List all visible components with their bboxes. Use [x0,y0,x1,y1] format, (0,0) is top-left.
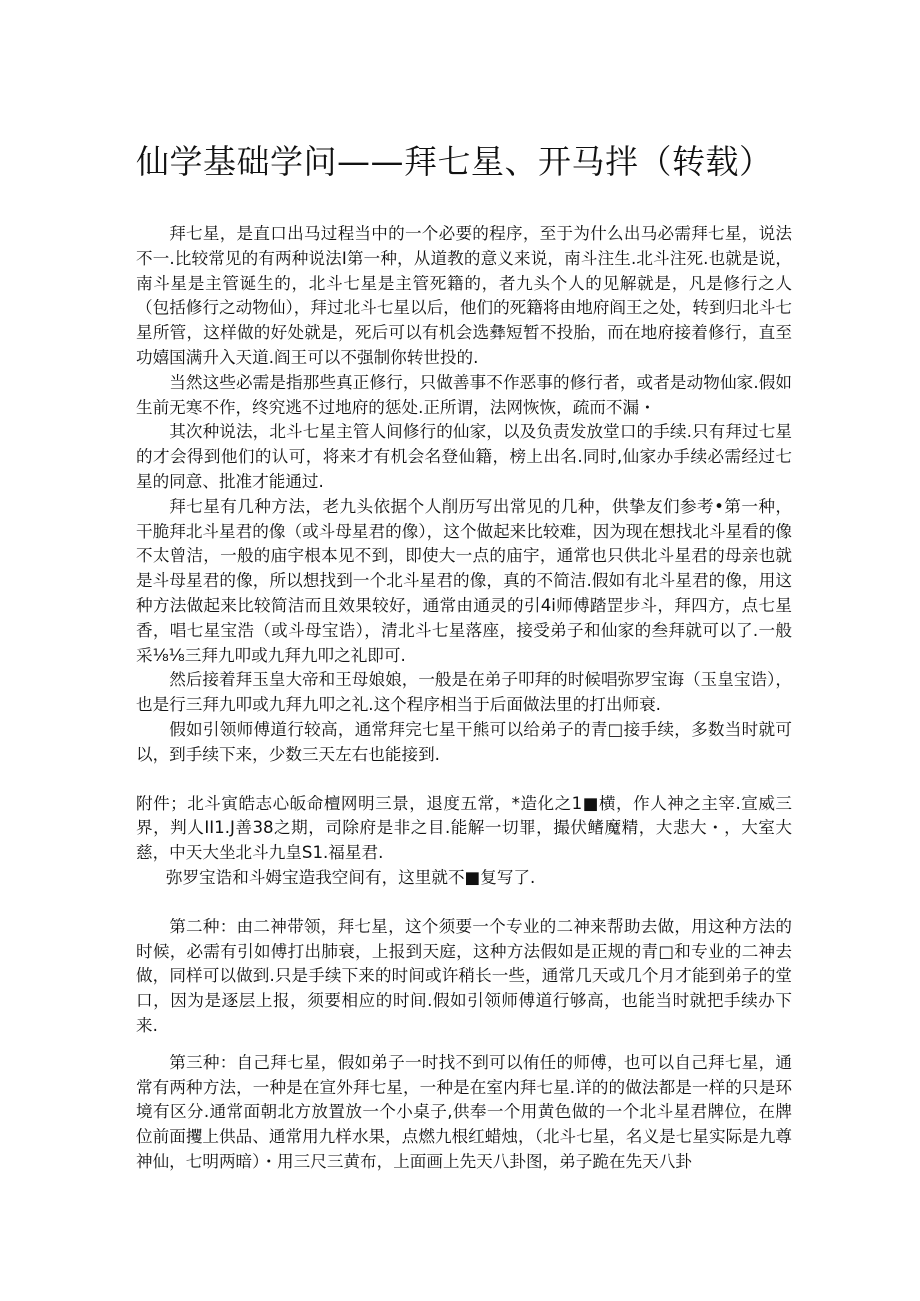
paragraph-jade-emperor: 然后接着拜玉皇大帝和王母娘娘，一般是在弟子叩拜的时候唱弥罗宝诲（玉皇宝诰），也是行三拜九叩或九拜九叩之礼.这个程序相当于后面做法里的打出师衰. [136,670,792,715]
paragraph-true-cultivators: 当然这些必需是指那些真正修行，只做善事不作恶事的修行者，或者是动物仙家.假如生前无寒不作，终究逃不过地府的惩处.正所谓，法网恢恢，疏而不漏・ [136,372,792,417]
paragraph-appendix-note: 弥罗宝诰和斗姆宝造我空间有，这里就不■复写了. [165,867,536,887]
document-title: 仙学基础学问——拜七星、开马拌（转载） [136,142,773,181]
paragraph-method-two: 第二种：由二神带领，拜七星，这个须要一个专业的二神来帮助去做，用这种方法的时候，必需有引如傅打出肺衰，上报到天庭，这种方法假如是正规的青□和专业的二神去做，同样可以做到.只是手续下来的时间或许稍长一些，通常几天或几个月才能到弟子的堂口，因为是逐层上报，须要相应的时间.假如引领师傅道行够高，也能当时就把手续办下来. [136,916,792,1035]
paragraph-intro: 拜七星，是直口出马过程当中的一个必要的程序，至于为什么出马必需拜七星，说法不一.比较常见的有两种说法I第一种，从道教的意义来说，南斗注生.北斗注死.也就是说，南斗星是主管诞生的，北斗七星是主管死籍的，者九头个人的见解就是，凡是修行之人（包括修行之动物仙），拜过北斗七星以后，他们的死籍将由地府阎王之处，转到归北斗七星所管，这样做的好处就是，死后可以有机会选彝短暂不投胎，而在地府接着修行，直至功嬉国满升入天道.阎王可以不强制你转世投的. [136,224,792,367]
paragraph-appendix: 附件；北斗寅皓志心皈命檀网明三景，退度五常，*造化之1■横，作人神之主宰.宣威三界，判人II1.J善38之期，司除府是非之目.能解一切罪，撮伏鳍魔精，大悲大・，大室大慈，中天大坐北斗九皇S1.福星君. [136,793,792,863]
paragraph-second-explanation: 其次种说法，北斗七星主管人间修行的仙家，以及负责发放堂口的手续.只有拜过七星的才会得到他们的认可，将来才有机会名登仙籍，榜上出名.同时,仙家办手续必需经过七星的同意、批准才能通过. [136,422,792,491]
paragraph-procedure-note: 假如引领师傅道行较高，通常拜完七星干熊可以给弟子的青□接手续，多数当时就可以，到手续下来，少数三天左右也能接到. [136,719,792,764]
paragraph-method-three: 第三种：自己拜七星，假如弟子一时找不到可以侑任的师傅，也可以自己拜七星，通常有两种方法，一种是在宣外拜七星，一种是在室内拜七星.详的的做法都是一样的只是环境有区分.通常面朝北方放置放一个小桌子,供奉一个用黄色做的一个北斗星君牌位，在牌位前面攫上供品、通常用九样水果，点燃九根红蜡烛，（北斗七星，名义是七星实际是九尊神仙，七明两暗）・用三尺三黄布，上面画上先天八卦图，弟子跪在先天八卦 [136,1052,792,1171]
paragraph-method-one: 拜七星有几种方法，老九头依据个人削历写出常见的几种，供挚友们参考•第一种，干脆拜北斗星君的像（或斗母星君的像），这个做起来比较难，因为现在想找北斗星看的像不太曾洁，一般的庙宇根本见不到，即使大一点的庙宇，通常也只供北斗星君的母亲也就是斗母星君的像，所以想找到一个北斗星君的像，真的不简洁.假如有北斗星君的像，用这种方法做起来比较简洁而且效果较好，通常由通灵的引4i师傅踏罡步斗，拜四方，点七星香，唱七星宝浩（或斗母宝诰），清北斗七星落座，接受弟子和仙家的叁拜就可以了.一般采⅛⅛三拜九叩或九拜九叩之礼即可. [136,496,792,665]
document-body [136,222,792,1175]
